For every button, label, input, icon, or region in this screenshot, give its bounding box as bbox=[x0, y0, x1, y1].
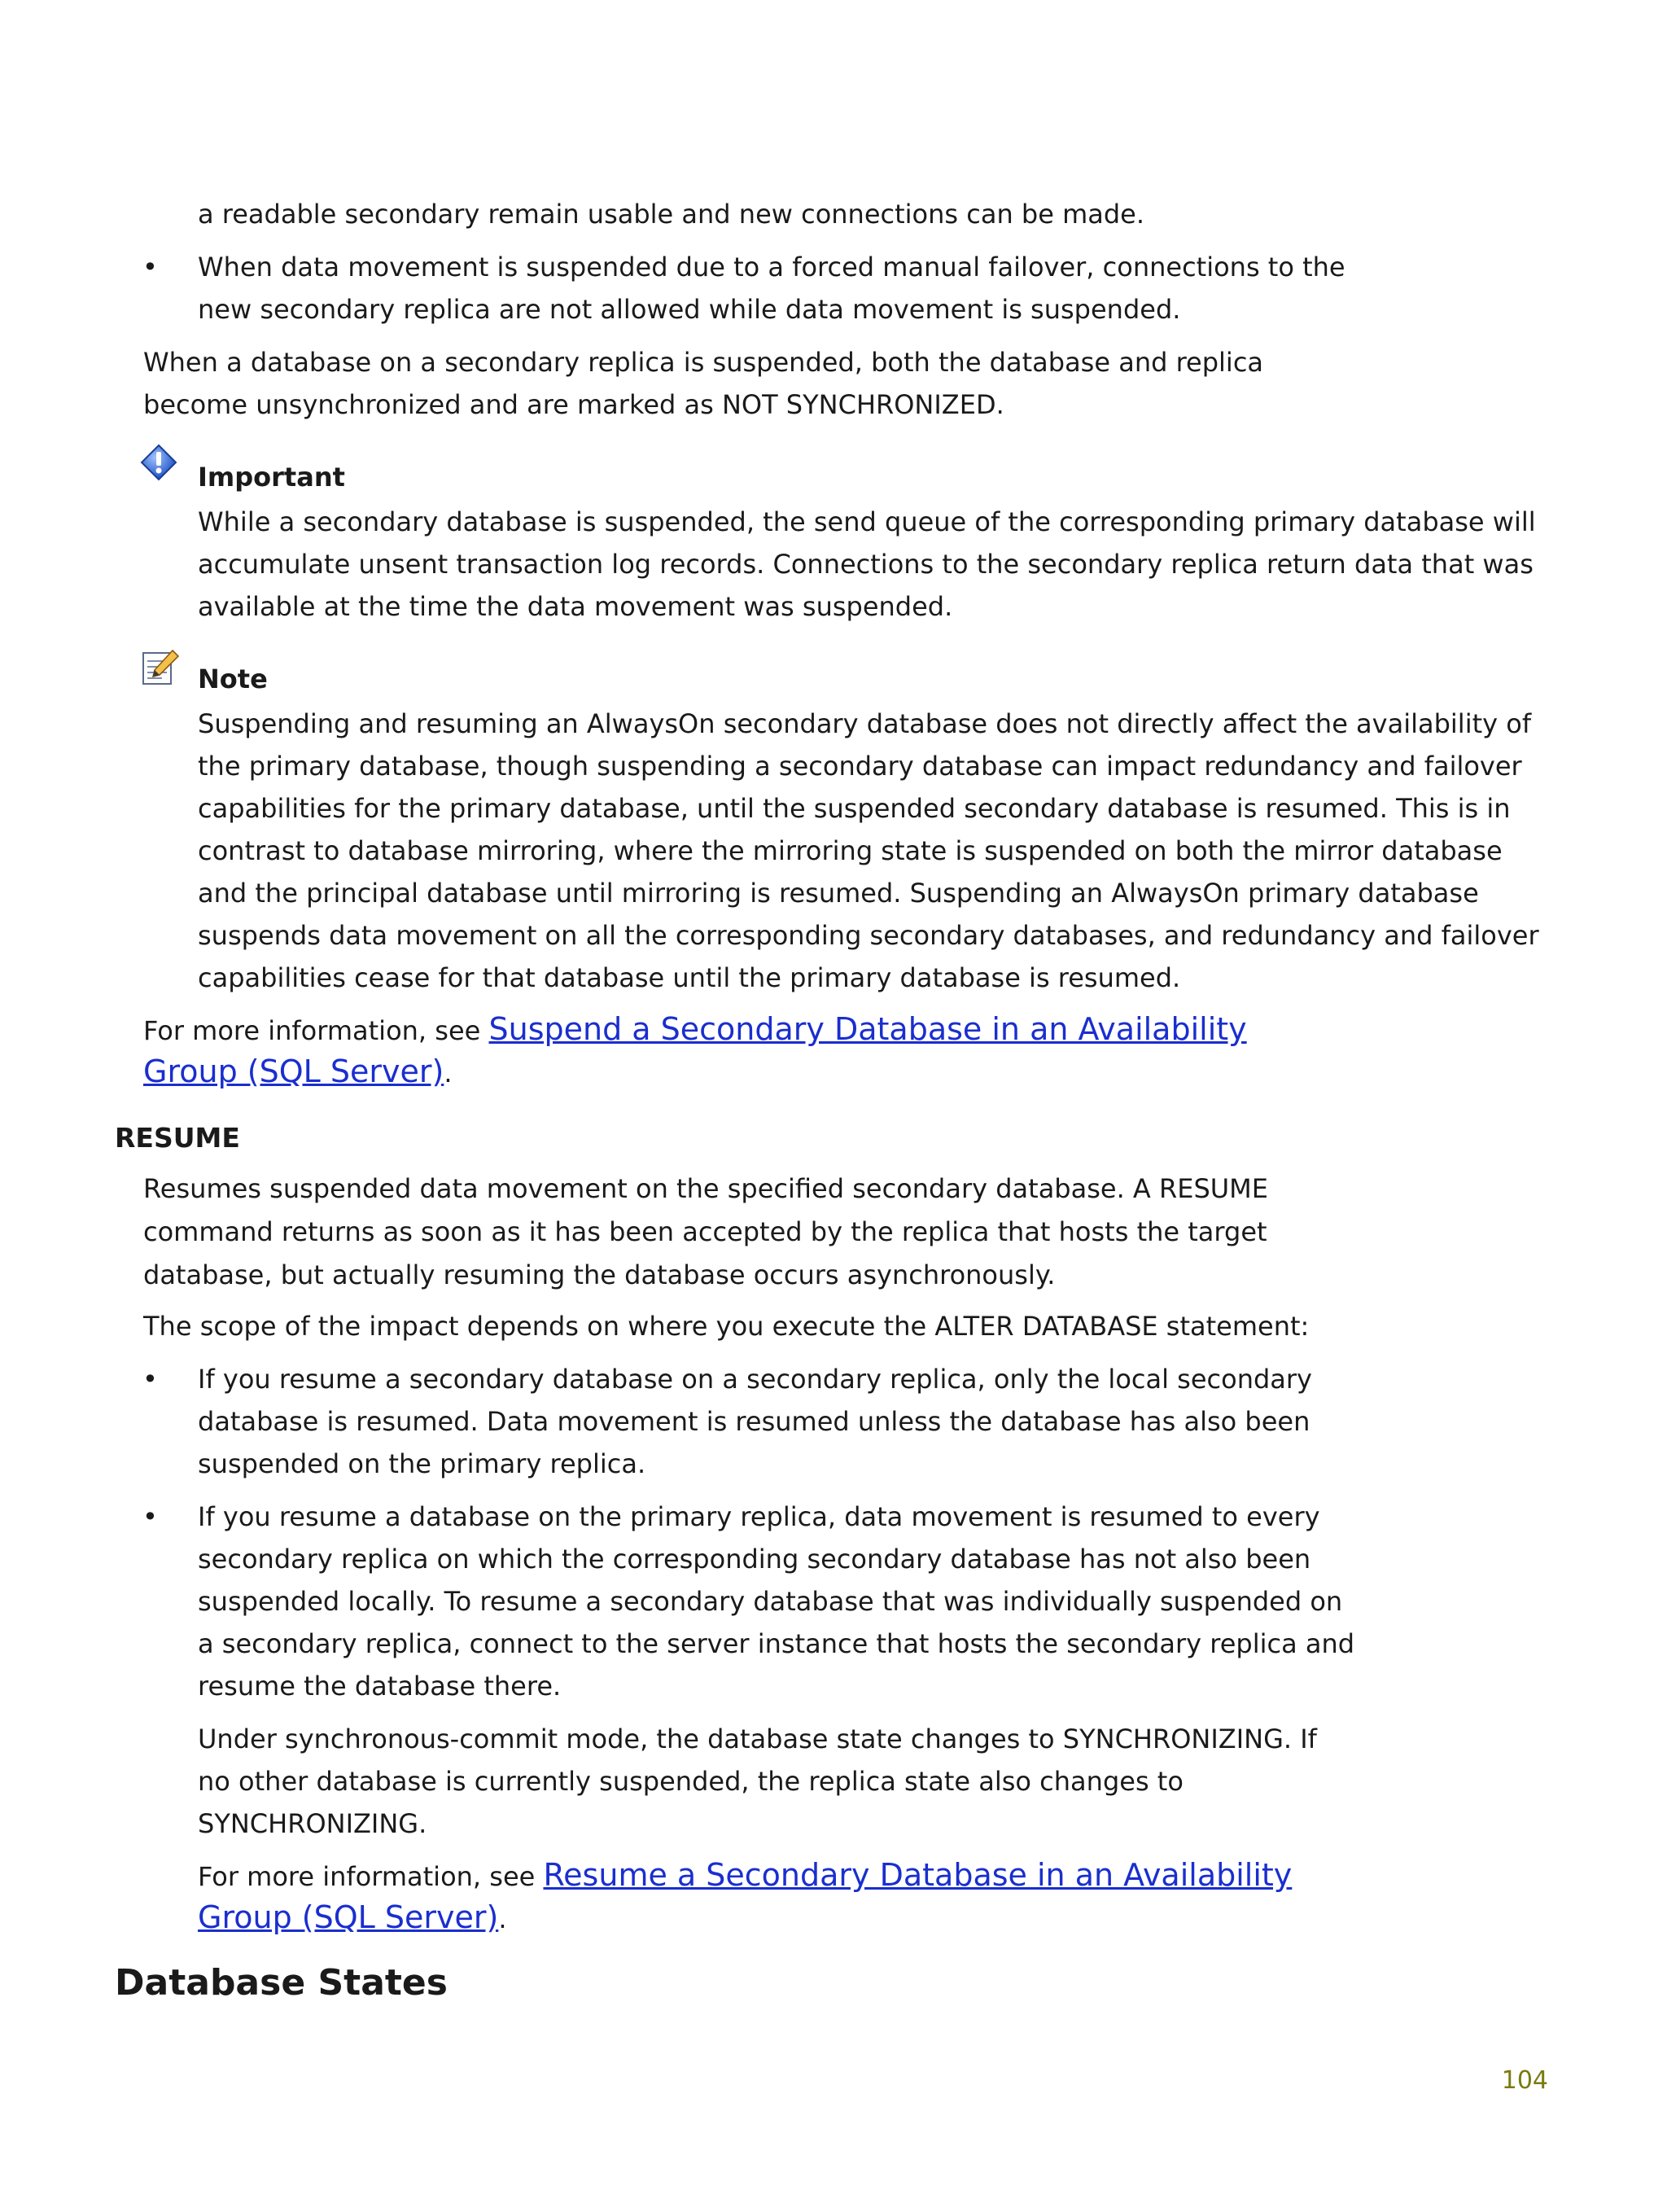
continued-bullet-text: a readable secondary remain usable and new connections can be made. bbox=[198, 199, 1145, 230]
more-info-resume-line2 bbox=[198, 1896, 506, 1940]
database-states-heading: Database States bbox=[115, 1962, 448, 2004]
sync-text: SYNCHRONIZING. bbox=[198, 1808, 427, 1839]
more-info-suspend bbox=[143, 1008, 1247, 1052]
more-info-resume bbox=[198, 1854, 1292, 1898]
callout-text: suspends data movement on all the corresponding secondary databases, and redundancy and failover bbox=[198, 920, 1539, 951]
bullet-text: a secondary replica, connect to the server instance that hosts the secondary replica and bbox=[198, 1628, 1355, 1659]
period: . bbox=[498, 1903, 507, 1934]
callout-text: capabilities for the primary database, until the suspended secondary database is resumed. This is in bbox=[198, 793, 1511, 824]
bullet-marker: • bbox=[142, 1364, 158, 1395]
callout-text: the primary database, though suspending a secondary database can impact redundancy and failover bbox=[198, 751, 1522, 782]
resume-description: command returns as soon as it has been accepted by the replica that hosts the target bbox=[143, 1216, 1267, 1247]
bullet-text: If you resume a secondary database on a secondary replica, only the local secondary bbox=[198, 1364, 1312, 1395]
notepad-pencil-icon bbox=[140, 648, 181, 689]
sync-text: Under synchronous-commit mode, the database state changes to SYNCHRONIZING. If bbox=[198, 1724, 1317, 1754]
bullet-text: secondary replica on which the corresponding secondary database has not also been bbox=[198, 1544, 1311, 1575]
page-number: 104 bbox=[1501, 2066, 1548, 2095]
bullet-text: When data movement is suspended due to a forced manual failover, connections to the bbox=[198, 252, 1345, 283]
bullet-text: suspended locally. To resume a secondary database that was individually suspended on bbox=[198, 1586, 1343, 1617]
more-info-suspend-line2 bbox=[143, 1050, 452, 1094]
scope-text: The scope of the impact depends on where you execute the ALTER DATABASE statement: bbox=[143, 1311, 1310, 1342]
bullet-marker: • bbox=[142, 252, 158, 283]
callout-text: and the principal database until mirroring is resumed. Suspending an AlwaysOn primary database bbox=[198, 878, 1479, 909]
callout-text: Suspending and resuming an AlwaysOn secondary database does not directly affect the availability of bbox=[198, 708, 1532, 739]
callout-text: available at the time the data movement was suspended. bbox=[198, 591, 953, 622]
bullet-text: resume the database there. bbox=[198, 1671, 562, 1702]
callout-text: accumulate unsent transaction log records. Connections to the secondary replica return data that was bbox=[198, 549, 1534, 580]
bullet-text: new secondary replica are not allowed while data movement is suspended. bbox=[198, 294, 1181, 325]
paragraph-text: become unsynchronized and are marked as NOT SYNCHRONIZED. bbox=[143, 389, 1004, 420]
bullet-text: database is resumed. Data movement is resumed unless the database has also been bbox=[198, 1406, 1310, 1437]
resume-description: Resumes suspended data movement on the specified secondary database. A RESUME bbox=[143, 1173, 1268, 1204]
resume-secondary-link[interactable]: Resume a Secondary Database in an Availability bbox=[543, 1857, 1293, 1893]
resume-heading: RESUME bbox=[115, 1122, 240, 1154]
callout-title-important: Important bbox=[198, 462, 345, 493]
paragraph-text: When a database on a secondary replica is suspended, both the database and replica bbox=[143, 347, 1264, 378]
suspend-secondary-link-line2[interactable]: Group (SQL Server) bbox=[143, 1053, 444, 1089]
period: . bbox=[444, 1058, 453, 1088]
resume-secondary-link-line2[interactable]: Group (SQL Server) bbox=[198, 1899, 499, 1935]
resume-description: database, but actually resuming the database occurs asynchronously. bbox=[143, 1259, 1056, 1290]
callout-text: While a secondary database is suspended, the send queue of the corresponding primary database will bbox=[198, 506, 1536, 537]
suspend-secondary-link[interactable]: Suspend a Secondary Database in an Availability bbox=[488, 1011, 1247, 1047]
callout-text: contrast to database mirroring, where the mirroring state is suspended on both the mirror database bbox=[198, 835, 1503, 866]
bullet-marker: • bbox=[142, 1501, 158, 1532]
callout-text: capabilities cease for that database until the primary database is resumed. bbox=[198, 962, 1181, 993]
callout-title-note: Note bbox=[198, 664, 268, 694]
sync-text: no other database is currently suspended, the replica state also changes to bbox=[198, 1766, 1184, 1797]
more-info-prefix: For more information, see bbox=[198, 1861, 544, 1892]
more-info-prefix: For more information, see bbox=[143, 1015, 489, 1046]
bullet-text: suspended on the primary replica. bbox=[198, 1448, 646, 1479]
bullet-text: If you resume a database on the primary replica, data movement is resumed to every bbox=[198, 1501, 1320, 1532]
info-shield-icon bbox=[138, 443, 179, 484]
